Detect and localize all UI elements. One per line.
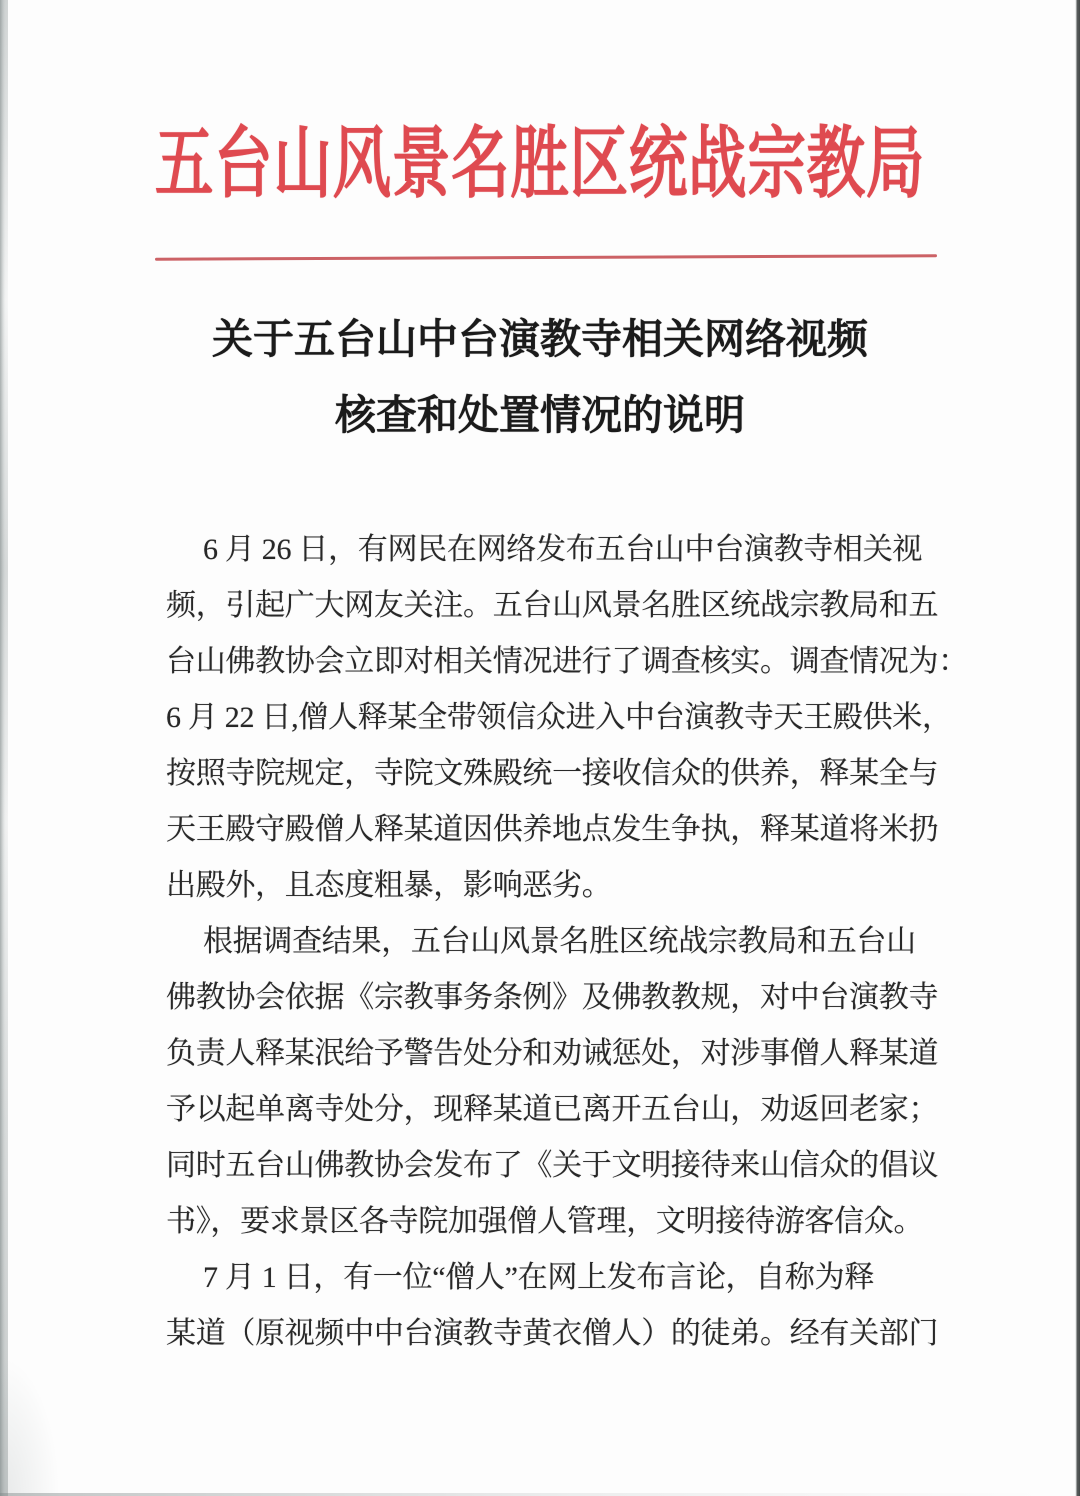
scan-artifact-left-edge <box>0 0 8 1496</box>
body-line: 书》，要求景区各寺院加强僧人管理，文明接待游客信众。 <box>166 1205 924 1238</box>
body-line: 6 月 22 日,僧人释某全带领信众进入中台演教寺天王殿供米， <box>166 701 952 734</box>
letterhead-agency-name: 五台山风景名胜区统战宗教局 <box>154 120 926 207</box>
body-line: 台山佛教协会立即对相关情况进行了调查核实。调查情况为： <box>166 645 968 678</box>
body-line: 予以起单离寺处分，现释某道已离开五台山，劝返回老家； <box>166 1093 939 1126</box>
scan-artifact-smudge <box>0 1356 60 1496</box>
body-line: 7 月 1 日，有一位“僧人”在网上发布言论，自称为释 <box>203 1261 875 1294</box>
body-line: 佛教协会依据《宗教事务条例》及佛教教规，对中台演教寺 <box>166 981 939 1014</box>
body-line: 根据调查结果，五台山风景名胜区统战宗教局和五台山 <box>203 925 916 958</box>
body-line: 天王殿守殿僧人释某道因供养地点发生争执，释某道将米扔 <box>166 813 939 846</box>
document-title-line2: 核查和处置情况的说明 <box>335 392 745 438</box>
scan-artifact-right-edge <box>1075 0 1080 1496</box>
body-line: 出殿外，且态度粗暴，影响恶劣。 <box>166 869 612 902</box>
letterhead-rule <box>155 254 937 260</box>
body-line: 频，引起广大网友关注。五台山风景名胜区统战宗教局和五 <box>166 589 939 622</box>
body-line: 6 月 26 日，有网民在网络发布五台山中台演教寺相关视 <box>203 533 923 566</box>
document-title-line1: 关于五台山中台演教寺相关网络视频 <box>212 316 868 362</box>
body-line: 负责人释某泯给予警告处分和劝诫惩处，对涉事僧人释某道 <box>166 1037 939 1070</box>
document-body <box>166 522 968 1362</box>
body-line: 同时五台山佛教协会发布了《关于文明接待来山信众的倡议 <box>166 1149 939 1182</box>
body-line: 某道（原视频中中台演教寺黄衣僧人）的徒弟。经有关部门 <box>166 1317 939 1350</box>
body-line: 按照寺院规定，寺院文殊殿统一接收信众的供养，释某全与 <box>166 757 939 790</box>
